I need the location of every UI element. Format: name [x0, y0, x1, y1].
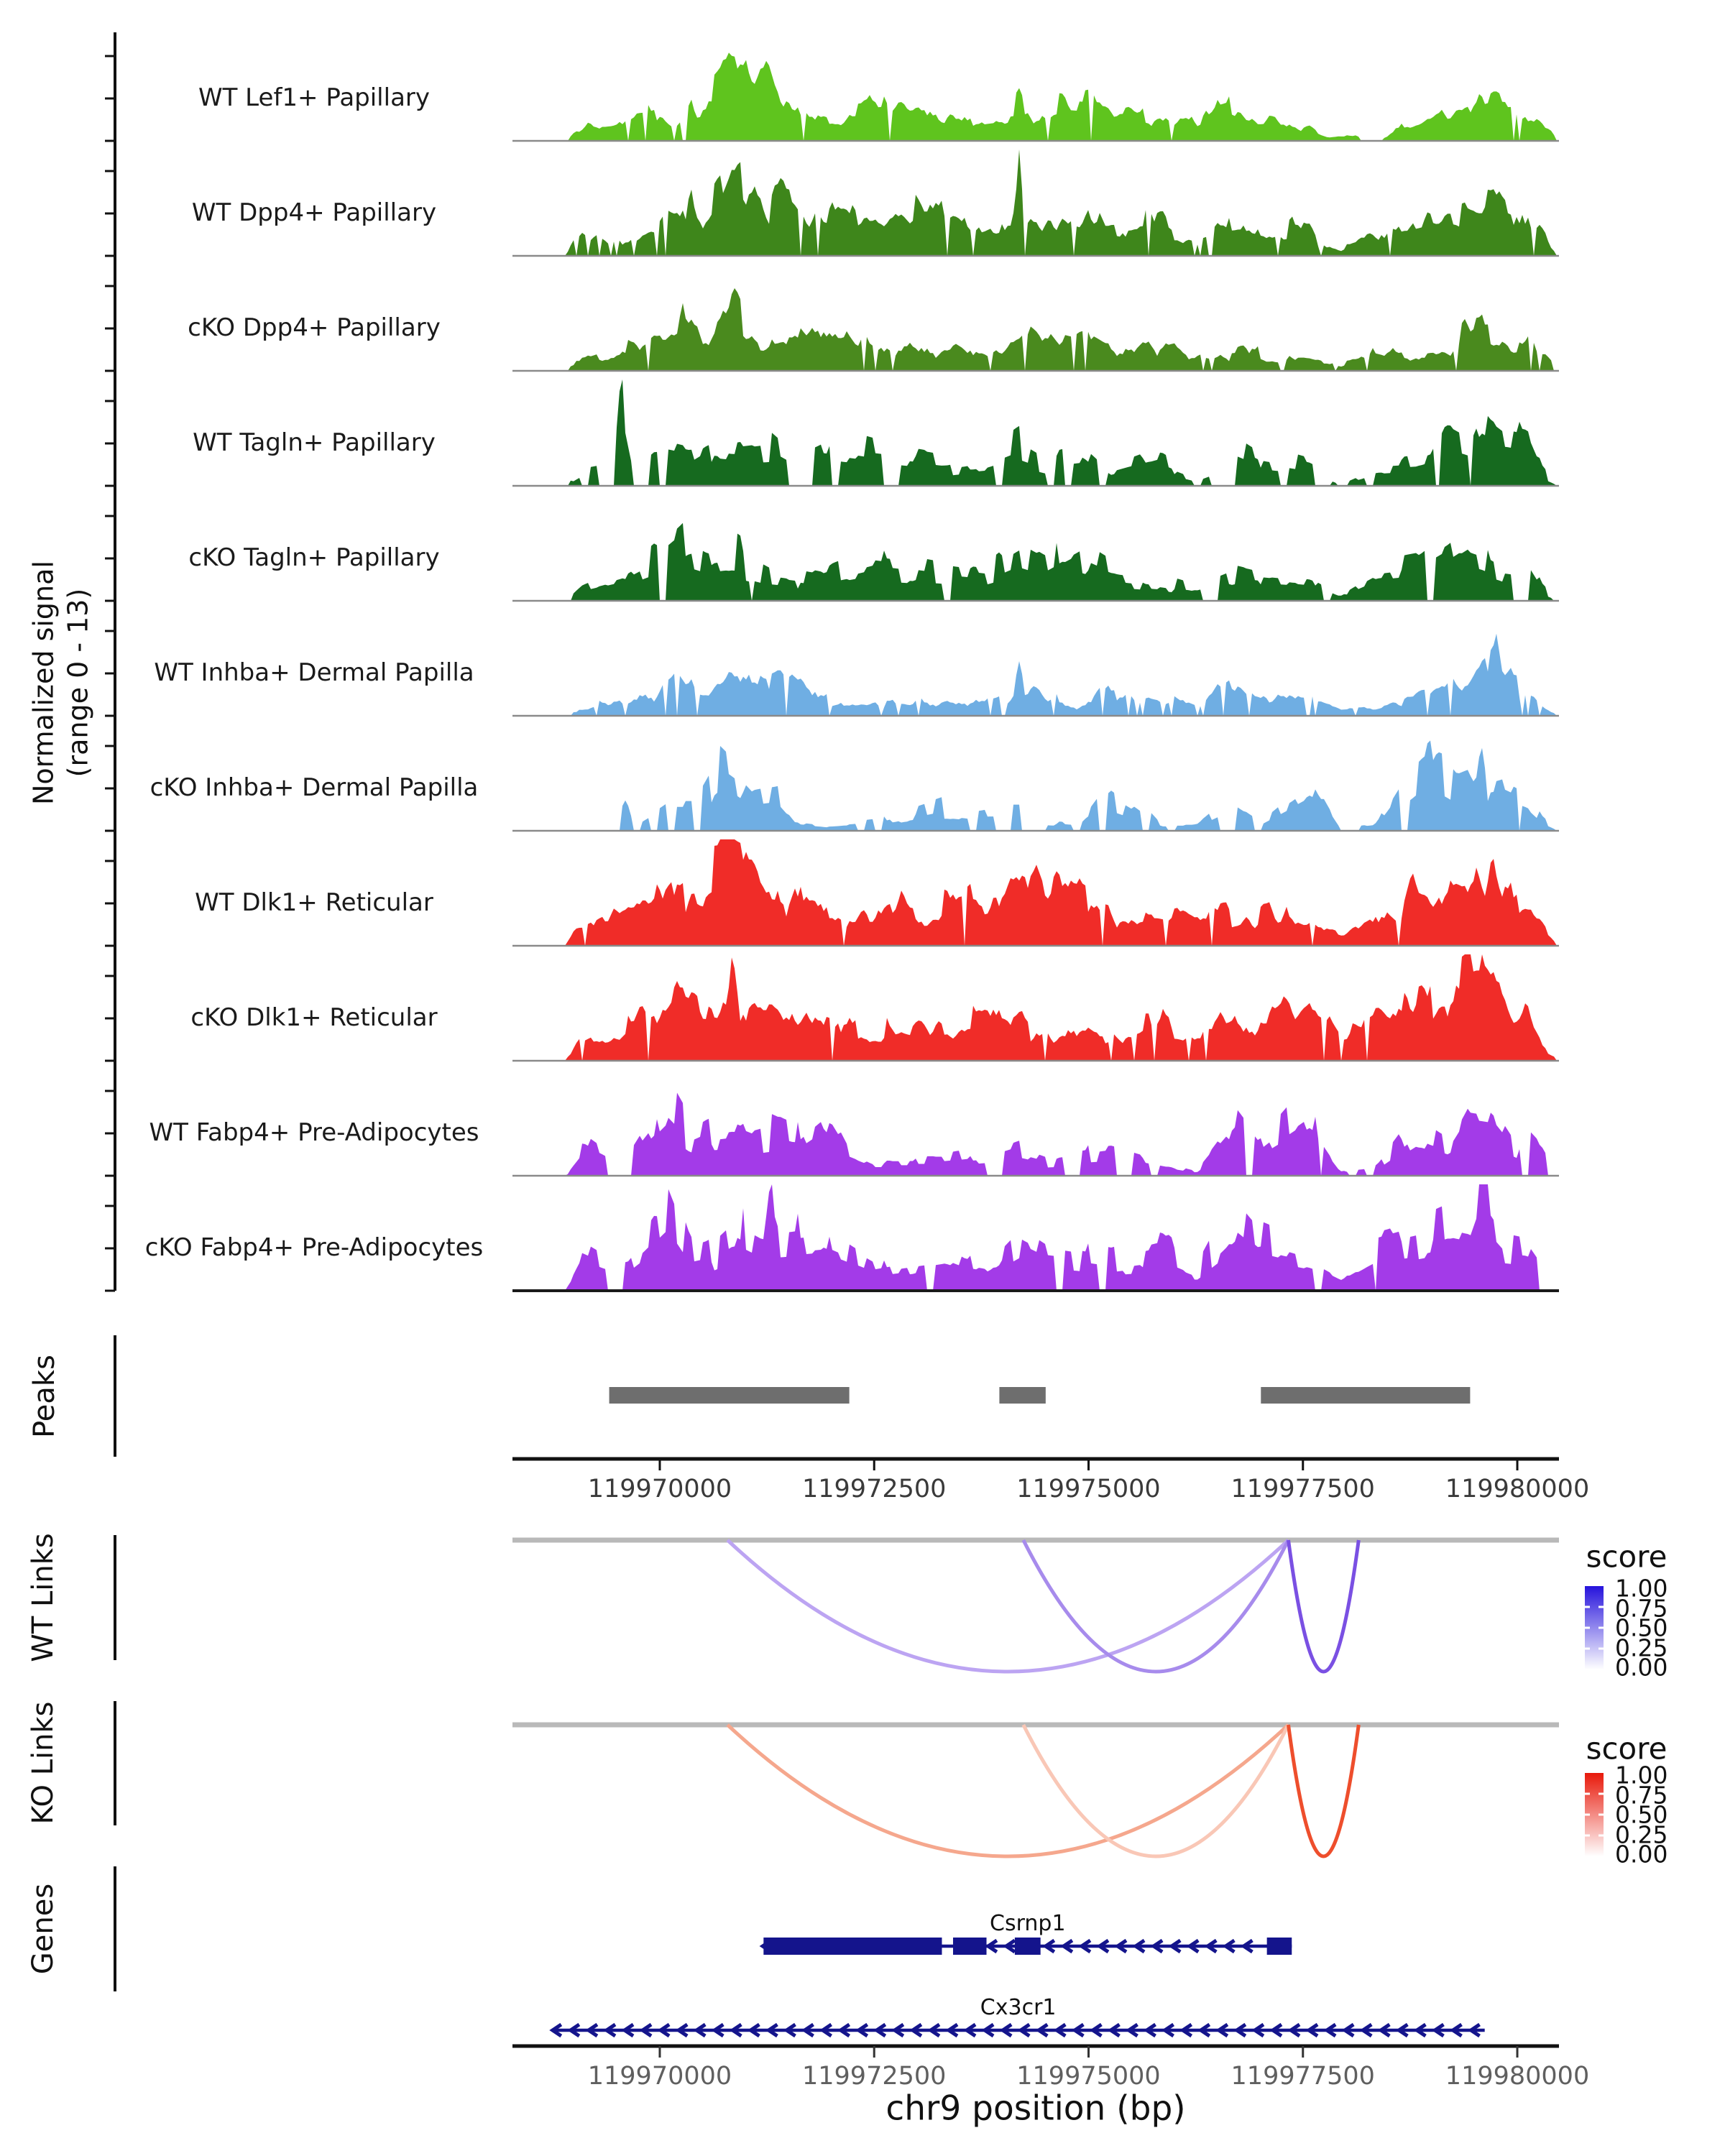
track-label: WT Dpp4+ Papillary [191, 198, 437, 227]
track-label: WT Dlk1+ Reticular [195, 888, 433, 917]
wt-links-arc [727, 1540, 1288, 1672]
wt-score-legend-tick-label: 0.25 [1615, 1634, 1668, 1662]
signal-track-area [512, 839, 1558, 946]
genomic-axis-bottom-tick-label: 119972500 [802, 2062, 947, 2091]
signal-track-area [512, 1093, 1558, 1176]
track-label: WT Fabp4+ Pre-Adipocytes [149, 1118, 479, 1147]
wt-links-panel-label: WT Links [27, 1533, 60, 1662]
x-axis-title: chr9 position (bp) [886, 2088, 1186, 2129]
peak-rect [610, 1387, 850, 1404]
signal-track-area [512, 379, 1558, 486]
wt-score-legend-tick-label: 0.75 [1615, 1594, 1668, 1622]
signal-track-area [512, 1184, 1558, 1291]
ko-links-arc [727, 1725, 1288, 1856]
gene-exon [1267, 1938, 1292, 1955]
ko-score-legend-tick-label: 0.50 [1615, 1800, 1668, 1829]
track-label: WT Tagln+ Papillary [193, 428, 436, 457]
wt-score-legend-tick-label: 1.00 [1615, 1574, 1668, 1603]
track-label: cKO Dlk1+ Reticular [190, 1003, 438, 1032]
ko-score-legend-tick-label: 0.25 [1615, 1820, 1668, 1848]
ko-score-legend-tick-label: 1.00 [1615, 1761, 1668, 1789]
y-axis-title [27, 561, 96, 805]
ko-score-legend-title: score [1586, 1731, 1668, 1766]
signal-track-area [512, 523, 1558, 601]
y-axis-title-line2: (range 0 - 13) [62, 588, 93, 778]
track-label: cKO Inhba+ Dermal Papilla [150, 773, 479, 802]
wt-links-arc [1024, 1540, 1289, 1672]
track-label: cKO Dpp4+ Papillary [188, 313, 441, 342]
genomic-axis-top-tick-label: 119980000 [1445, 1475, 1590, 1503]
genomic-axis-top-tick-label: 119972500 [802, 1475, 947, 1503]
track-label: WT Inhba+ Dermal Papilla [154, 658, 474, 687]
peak-rect [1261, 1387, 1470, 1404]
gene-exon [763, 1938, 942, 1955]
genes-panel-label: Genes [27, 1883, 60, 1975]
genomic-axis-bottom-tick-label: 119977500 [1230, 2062, 1375, 2091]
signal-track-area [512, 740, 1558, 831]
track-label: WT Lef1+ Papillary [198, 83, 431, 112]
gene-name-label: Csrnp1 [990, 1911, 1066, 1936]
ko-score-legend-tick-label: 0.00 [1615, 1840, 1668, 1869]
gene-exon [953, 1938, 987, 1955]
wt-score-legend-title: score [1586, 1539, 1668, 1575]
track-label: cKO Fabp4+ Pre-Adipocytes [144, 1233, 484, 1262]
wt-score-legend-tick-label: 0.50 [1615, 1613, 1668, 1642]
genomic-axis-top-tick-label: 119970000 [587, 1475, 732, 1503]
signal-track-area [512, 149, 1558, 256]
wt-links-arc [1288, 1540, 1358, 1672]
signal-track-area [512, 954, 1558, 1061]
genomic-axis-bottom-tick-label: 119980000 [1445, 2062, 1590, 2091]
ko-links-panel-label: KO Links [27, 1701, 60, 1825]
peak-rect [999, 1387, 1045, 1404]
signal-track-area [512, 634, 1558, 716]
genomic-axis-bottom-tick-label: 119970000 [587, 2062, 732, 2091]
wt-score-legend-tick-label: 0.00 [1615, 1653, 1668, 1682]
peaks-panel-label: Peaks [28, 1355, 61, 1438]
signal-track-area [512, 288, 1558, 371]
ko-score-legend-tick-label: 0.75 [1615, 1781, 1668, 1809]
track-label: cKO Tagln+ Papillary [188, 543, 440, 572]
gene-exon [1015, 1938, 1041, 1955]
gene-name-label: Cx3cr1 [980, 1995, 1057, 2020]
genomic-axis-top-tick-label: 119977500 [1230, 1475, 1375, 1503]
genomic-axis-bottom-tick-label: 119975000 [1016, 2062, 1161, 2091]
ko-links-arc [1024, 1725, 1289, 1856]
y-axis-title-line1: Normalized signal [27, 561, 60, 805]
signal-track-area [512, 52, 1558, 141]
genomic-axis-top-tick-label: 119975000 [1016, 1475, 1161, 1503]
ko-links-arc [1288, 1725, 1358, 1856]
